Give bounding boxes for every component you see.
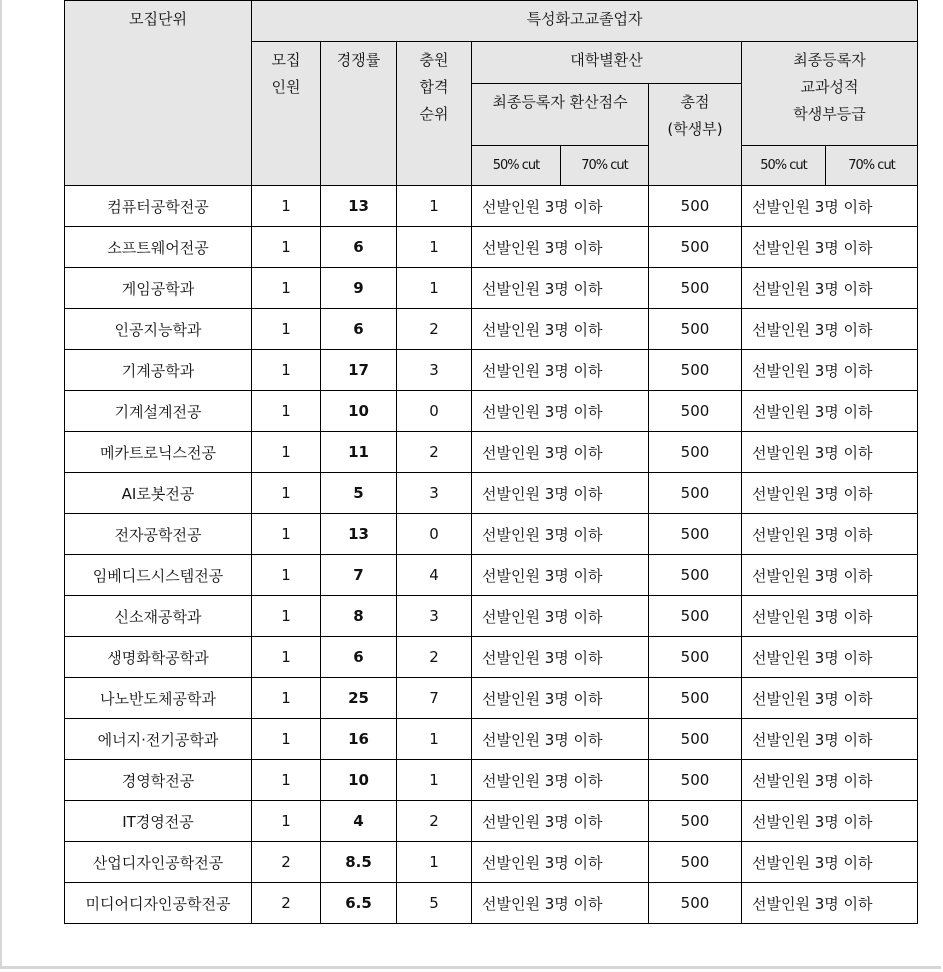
competition-rate: 6 — [321, 309, 397, 350]
unit-name: IT경영전공 — [65, 801, 252, 842]
competition-rate: 6 — [321, 227, 397, 268]
header-grade-cut50: 50% cut — [742, 146, 826, 186]
header-grade-cut70: 70% cut — [826, 146, 918, 186]
recruit-count: 2 — [252, 842, 321, 883]
recruit-count: 1 — [252, 473, 321, 514]
table-row — [65, 883, 918, 924]
table-row — [65, 637, 918, 678]
competition-rate: 6.5 — [321, 883, 397, 924]
converted-score: 선발인원 3명 이하 — [472, 637, 649, 678]
grade-cut: 선발인원 3명 이하 — [742, 268, 918, 309]
recruit-count: 1 — [252, 801, 321, 842]
competition-rate: 11 — [321, 432, 397, 473]
total-score: 500 — [649, 227, 742, 268]
competition-rate: 13 — [321, 514, 397, 555]
grade-cut: 선발인원 3명 이하 — [742, 186, 918, 227]
converted-score: 선발인원 3명 이하 — [472, 719, 649, 760]
table-row — [65, 350, 918, 391]
grade-cut: 선발인원 3명 이하 — [742, 473, 918, 514]
table-row — [65, 760, 918, 801]
converted-score: 선발인원 3명 이하 — [472, 391, 649, 432]
waitlist-rank: 4 — [397, 555, 472, 596]
recruit-count: 1 — [252, 309, 321, 350]
competition-rate: 17 — [321, 350, 397, 391]
converted-score: 선발인원 3명 이하 — [472, 842, 649, 883]
unit-name: 메카트로닉스전공 — [65, 432, 252, 473]
competition-rate: 4 — [321, 801, 397, 842]
competition-rate: 10 — [321, 391, 397, 432]
unit-name: 기계공학과 — [65, 350, 252, 391]
header-group: 특성화고교졸업자 — [252, 1, 918, 42]
unit-name: 미디어디자인공학전공 — [65, 883, 252, 924]
waitlist-rank: 2 — [397, 637, 472, 678]
waitlist-rank: 2 — [397, 309, 472, 350]
unit-name: 임베디드시스템전공 — [65, 555, 252, 596]
table-row — [65, 227, 918, 268]
table-row — [65, 596, 918, 637]
recruit-count: 1 — [252, 350, 321, 391]
waitlist-rank: 0 — [397, 391, 472, 432]
competition-rate: 16 — [321, 719, 397, 760]
total-score: 500 — [649, 432, 742, 473]
competition-rate: 10 — [321, 760, 397, 801]
grade-cut: 선발인원 3명 이하 — [742, 514, 918, 555]
grade-cut: 선발인원 3명 이하 — [742, 432, 918, 473]
total-score: 500 — [649, 514, 742, 555]
converted-score: 선발인원 3명 이하 — [472, 760, 649, 801]
unit-name: 생명화학공학과 — [65, 637, 252, 678]
unit-name: 나노반도체공학과 — [65, 678, 252, 719]
table-row — [65, 391, 918, 432]
waitlist-rank: 1 — [397, 842, 472, 883]
recruit-count: 1 — [252, 555, 321, 596]
competition-rate: 8.5 — [321, 842, 397, 883]
total-score: 500 — [649, 719, 742, 760]
header-rank: 충원 합격 순위 — [397, 42, 472, 186]
header-unit: 모집단위 — [65, 1, 252, 186]
total-score: 500 — [649, 678, 742, 719]
competition-rate: 5 — [321, 473, 397, 514]
competition-rate: 7 — [321, 555, 397, 596]
total-score: 500 — [649, 760, 742, 801]
unit-name: 경영학전공 — [65, 760, 252, 801]
waitlist-rank: 5 — [397, 883, 472, 924]
waitlist-rank: 1 — [397, 268, 472, 309]
grade-cut: 선발인원 3명 이하 — [742, 760, 918, 801]
unit-name: 소프트웨어전공 — [65, 227, 252, 268]
unit-name: 산업디자인공학전공 — [65, 842, 252, 883]
table-row — [65, 678, 918, 719]
converted-score: 선발인원 3명 이하 — [472, 227, 649, 268]
recruit-count: 1 — [252, 760, 321, 801]
waitlist-rank: 3 — [397, 473, 472, 514]
recruit-count: 2 — [252, 883, 321, 924]
converted-score: 선발인원 3명 이하 — [472, 268, 649, 309]
header-competition: 경쟁률 — [321, 42, 397, 186]
waitlist-rank: 2 — [397, 432, 472, 473]
total-score: 500 — [649, 842, 742, 883]
table-row — [65, 801, 918, 842]
converted-score: 선발인원 3명 이하 — [472, 678, 649, 719]
waitlist-rank: 0 — [397, 514, 472, 555]
waitlist-rank: 1 — [397, 719, 472, 760]
waitlist-rank: 2 — [397, 801, 472, 842]
total-score: 500 — [649, 309, 742, 350]
total-score: 500 — [649, 801, 742, 842]
waitlist-rank: 1 — [397, 760, 472, 801]
total-score: 500 — [649, 268, 742, 309]
competition-rate: 9 — [321, 268, 397, 309]
total-score: 500 — [649, 596, 742, 637]
header-cut50: 50% cut — [472, 146, 561, 186]
unit-name: 게임공학과 — [65, 268, 252, 309]
grade-cut: 선발인원 3명 이하 — [742, 391, 918, 432]
competition-rate: 25 — [321, 678, 397, 719]
unit-name: AI로봇전공 — [65, 473, 252, 514]
table-row — [65, 309, 918, 350]
total-score: 500 — [649, 883, 742, 924]
waitlist-rank: 3 — [397, 350, 472, 391]
converted-score: 선발인원 3명 이하 — [472, 432, 649, 473]
waitlist-rank: 1 — [397, 227, 472, 268]
table-row — [65, 842, 918, 883]
recruit-count: 1 — [252, 637, 321, 678]
converted-score: 선발인원 3명 이하 — [472, 555, 649, 596]
grade-cut: 선발인원 3명 이하 — [742, 842, 918, 883]
grade-cut: 선발인원 3명 이하 — [742, 309, 918, 350]
unit-name: 전자공학전공 — [65, 514, 252, 555]
converted-score: 선발인원 3명 이하 — [472, 801, 649, 842]
converted-score: 선발인원 3명 이하 — [472, 309, 649, 350]
header-total: 총점 (학생부) — [649, 84, 742, 186]
unit-name: 신소재공학과 — [65, 596, 252, 637]
waitlist-rank: 3 — [397, 596, 472, 637]
total-score: 500 — [649, 473, 742, 514]
header-final-grade: 최종등록자 교과성적 학생부등급 — [742, 42, 918, 146]
grade-cut: 선발인원 3명 이하 — [742, 555, 918, 596]
total-score: 500 — [649, 186, 742, 227]
table-row — [65, 432, 918, 473]
converted-score: 선발인원 3명 이하 — [472, 514, 649, 555]
competition-rate: 8 — [321, 596, 397, 637]
grade-cut: 선발인원 3명 이하 — [742, 883, 918, 924]
recruit-count: 1 — [252, 678, 321, 719]
recruit-count: 1 — [252, 227, 321, 268]
recruit-count: 1 — [252, 514, 321, 555]
recruit-count: 1 — [252, 719, 321, 760]
converted-score: 선발인원 3명 이하 — [472, 473, 649, 514]
recruit-count: 1 — [252, 268, 321, 309]
grade-cut: 선발인원 3명 이하 — [742, 637, 918, 678]
header-recruit: 모집 인원 — [252, 42, 321, 186]
header-final-conv: 최종등록자 환산점수 — [472, 84, 649, 146]
table-row — [65, 473, 918, 514]
grade-cut: 선발인원 3명 이하 — [742, 678, 918, 719]
header-univ-conv: 대학별환산 — [472, 42, 742, 84]
table-row — [65, 514, 918, 555]
recruit-count: 1 — [252, 391, 321, 432]
total-score: 500 — [649, 637, 742, 678]
grade-cut: 선발인원 3명 이하 — [742, 350, 918, 391]
table-row — [65, 186, 918, 227]
grade-cut: 선발인원 3명 이하 — [742, 719, 918, 760]
table-row — [65, 719, 918, 760]
converted-score: 선발인원 3명 이하 — [472, 350, 649, 391]
table-row — [65, 555, 918, 596]
waitlist-rank: 1 — [397, 186, 472, 227]
recruit-count: 1 — [252, 186, 321, 227]
unit-name: 에너지·전기공학과 — [65, 719, 252, 760]
total-score: 500 — [649, 350, 742, 391]
competition-rate: 6 — [321, 637, 397, 678]
total-score: 500 — [649, 391, 742, 432]
total-score: 500 — [649, 555, 742, 596]
table-row — [65, 268, 918, 309]
waitlist-rank: 7 — [397, 678, 472, 719]
converted-score: 선발인원 3명 이하 — [472, 596, 649, 637]
header-cut70: 70% cut — [561, 146, 649, 186]
recruit-count: 1 — [252, 432, 321, 473]
converted-score: 선발인원 3명 이하 — [472, 186, 649, 227]
admission-results-table — [64, 0, 918, 924]
grade-cut: 선발인원 3명 이하 — [742, 596, 918, 637]
grade-cut: 선발인원 3명 이하 — [742, 227, 918, 268]
converted-score: 선발인원 3명 이하 — [472, 883, 649, 924]
recruit-count: 1 — [252, 596, 321, 637]
competition-rate: 13 — [321, 186, 397, 227]
unit-name: 기계설계전공 — [65, 391, 252, 432]
unit-name: 인공지능학과 — [65, 309, 252, 350]
grade-cut: 선발인원 3명 이하 — [742, 801, 918, 842]
unit-name: 컴퓨터공학전공 — [65, 186, 252, 227]
